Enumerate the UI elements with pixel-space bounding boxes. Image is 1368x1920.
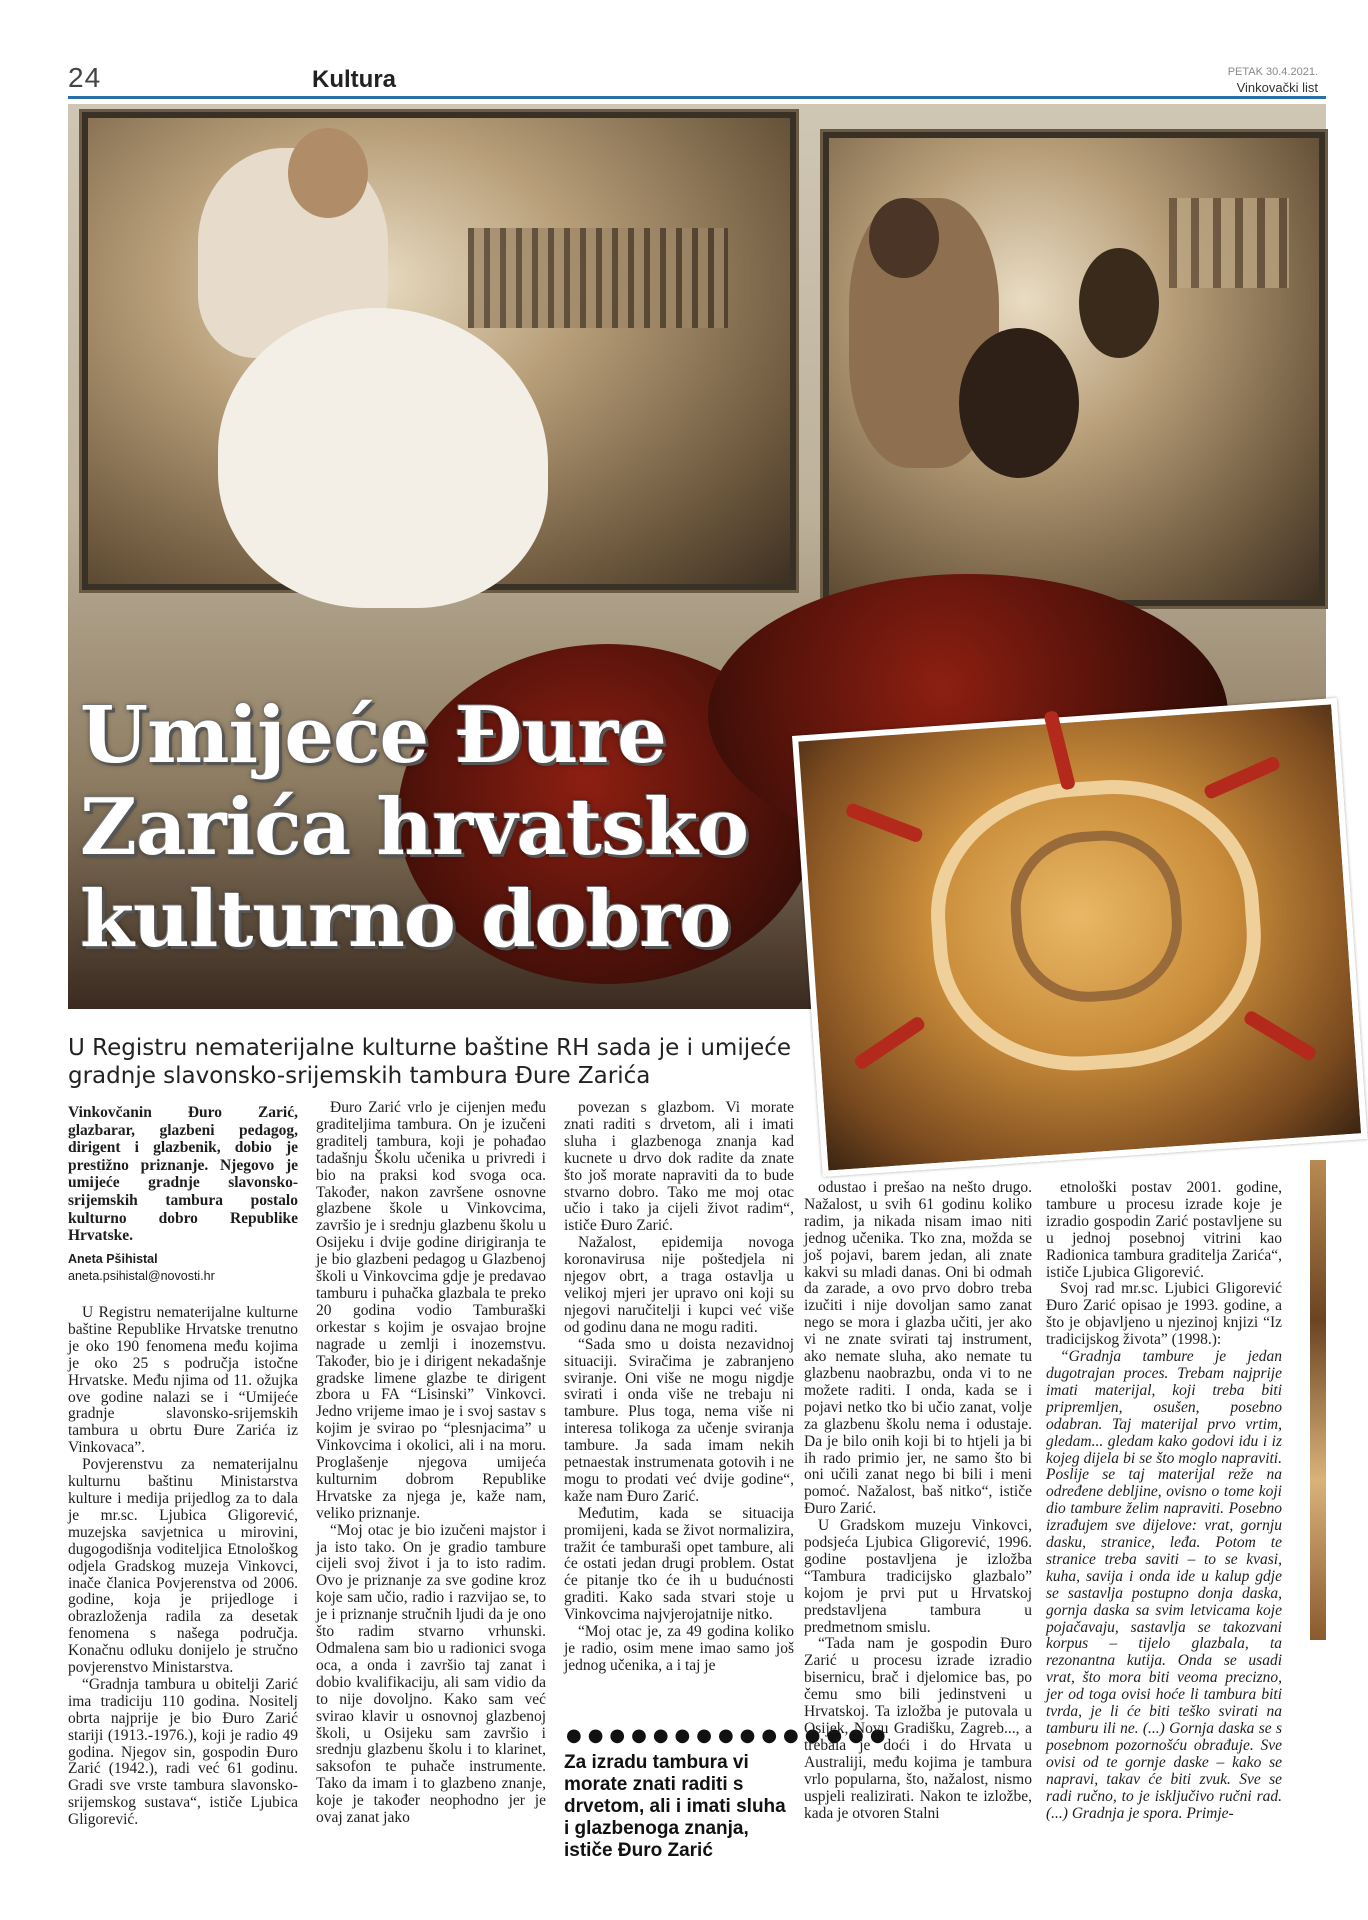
- paragraph: “Sada smo u doista nezavidnoj situaciji. Sviračima je zabranjeno sviranje. Oni više ne mogu nigdje svirati i onda više ne trebaju ni tambure. Plus toga, nema više ni interesa tolikoga za učenje sviranja tambure. Ja sada imam nekih petnaestak instrumenata gotovih i ne mogu to prodati već dvije godine“, kaže nam Đuro Zarić.: [564, 1335, 794, 1505]
- column-2: [316, 1100, 546, 1827]
- paragraph: “Tada nam je gospodin Đuro Zarić u procesu izrade izradio bisernicu, brač i djelomice bas, po čemu smo bili jedinstveni u Hrvatskoj. Ta izložba je putovala u Osijek, Novu Gradišku, Zagreb..., a trebala je doći i do Hrvata u Australiji, među kojima je tambura vrlo popularna, što, nažalost, nismo uspjeli realizirati. Nakon te izložbe, kada je otvoren Stalni: [804, 1635, 1032, 1822]
- paragraph: Međutim, kada se situacija promijeni, kada se život normalizira, tražit će tamburaši opet tambure, ali će ostati jedan drugi problem. Ostat će pitanje tko će ih u budućnosti graditi. Kako sada stvari stoje u Vinkovcima najvjerojatnije nitko.: [564, 1504, 794, 1624]
- paragraph: etnološki postav 2001. godine, tambure u procesu izrade koje je izradio gospodin Zarić postavljene su u jednoj posebnoj vitrini kao Radionica tambura graditelja Zarića“, ističe Ljubica Gligorević.: [1046, 1179, 1282, 1281]
- quote-paragraph: “Gradnja tambure je jedan dugotrajan proces. Trebam najprije imati materijal, koji treba biti pripremljen, osušen, posebno odabran. Taj materijal prvo vrtim, gledam... gledam kako godovi idu i iz kojeg dijela bi se što moglo napraviti. Poslije se taj materijal reže na određene debljine, ovisno o tome koji dio tambure želim napraviti. Posebno izrađujem sve dijelove: vrat, gornju dasku, stranice, leđa. Potom te stranice treba saviti – to se kvasi, kuha, savija i onda ide u kalup gdje se sastavlja postupno donja daska, gornja daska sa svim letvicama koje pojačavaju, sastavlja se takozvani korpus – tijelo glazbala, ta rezonantna kutija. Onda se usadi vrat, što mora biti veoma precizno, jer od toga ovisi hoće li tambura biti tvrda, je li će biti teško svirati na tamburu ili ne. (...) Gornja daska se s posebnom pozornošću obrađuje. Sve ovisi od te gornje daske – kako se napravi, takav će biti zvuk. Sve se radi ručno, to je isključivo ručni rad. (...) Gradnja je spora. Primje-: [1046, 1348, 1282, 1822]
- pullquote: Za izradu tambura vi morate znati raditi s drvetom, ali i imati sluha i glazbenoga znanja, ističe Đuro Zarić: [564, 1752, 786, 1861]
- header-rule: [68, 96, 1326, 99]
- issue-date: PETAK 30.4.2021.: [1227, 66, 1318, 78]
- section-title: Kultura: [312, 66, 396, 93]
- paragraph: Povjerenstvu za nematerijalnu kulturnu baštinu Ministarstva kulture i medija prijedlog za to dala je mr.sc. Ljubica Gligorević, muzejska savjetnica u mirovini, dugogodišnja voditeljica Etnološkog odjela Gradskog muzeja Vinkovci, inače članica Povjerenstva od 2006. godine, koja je prijedloge i obrazloženja radila za desetak fenomena s našega područja. Konačnu odluku donijelo je stručno povjerenstvo Ministarstva.: [68, 1456, 298, 1677]
- edge-photo-strip: [1310, 1160, 1326, 1640]
- paragraph: “Moj otac je bio izučeni majstor i ja isto tako. On je gradio tambure cijeli svoj život i ja to isto radim. Ovo je priznanje za sve godine kroz koje sam učio, radio i razvijao se, to je i priznanje stručnih ljudi da je ono što radim stvarno vrhunski. Odmalena sam bio u radionici svoga oca, a onda i završio taj zanat i dobio kvalifikaciju, ali sam vidio da to nije dovoljno. Kako sam već svirao klavir u osnovnoj glazbenoj školi, u Osijeku sam završio i srednju glazbenu školu i to klarinet, saksofon te puhače instrumente. Tako da imam i to glazbeno znanje, koje je također neophodno jer je ovaj zanat jako: [316, 1521, 546, 1827]
- subheadline: U Registru nematerijalne kulturne baštine RH sada je i umijeće gradnje slavonsko-srijemskih tambura Đure Zarića: [68, 1035, 792, 1089]
- author-email[interactable]: aneta.psihistal@novosti.hr: [68, 1269, 215, 1283]
- column-1: [68, 1305, 298, 1829]
- newspaper-name: Vinkovački list: [1236, 80, 1318, 95]
- framed-photo-cello-maker: [82, 112, 796, 590]
- headline: Umijeće Đure Zarića hrvatsko kulturno dobro: [80, 690, 749, 965]
- column-4: [804, 1180, 1032, 1822]
- author-name: Aneta Pšihistal: [68, 1252, 158, 1266]
- lead-paragraph: Vinkovčanin Đuro Zarić, glazbarar, glazbeni pedagog, dirigent i glazbenik, dobio je prestižno priznanje. Njegovo je umijeće gradnje slavonsko-srijemskih tambura postalo kulturno dobro Republike Hrvatske.: [68, 1104, 298, 1245]
- paragraph: povezan s glazbom. Vi morate znati raditi s drvetom, ali i imati sluha i glazbenoga znanja kad kucnete u drvo dok radite da znate što još morate napraviti da to bude stvarno dobro. Tako me moj otac učio i tako ja cijeli život radim“, ističe Đuro Zarić.: [564, 1099, 794, 1235]
- framed-photo-guitar-maker: [823, 132, 1325, 606]
- pullquote-divider: ●●●●●●●●●●●●●●●: [566, 1725, 892, 1746]
- paragraph: Svoj rad mr.sc. Ljubici Gligorević Đuro Zarić opisao je 1993. godine, a što je objavljeno u njezinoj knjizi “Iz tradicijskog života” (1998.):: [1046, 1280, 1282, 1349]
- paragraph: U Registru nematerijalne kulturne baštine Republike Hrvatske trenutno je oko 190 fenomena među kojima je oko 25 s područja istočne Hrvatske. Među njima od 11. ožujka ove godine nalazi se i “Umijeće gradnje slavonsko-srijemskih tambura u obrtu Đure Zarića iz Vinkovaca”.: [68, 1304, 298, 1457]
- quote-block: [1046, 1349, 1282, 1822]
- column-5: [1046, 1180, 1282, 1822]
- paragraph: “Moj otac je, za 49 godina koliko je radio, osim mene imao samo još jednog učenika, a i taj je: [564, 1623, 794, 1674]
- column-3: [564, 1100, 794, 1675]
- paragraph: “Gradnja tambura u obitelji Zarić ima tradiciju 110 godina. Nositelj obrta najprije je bio Đuro Zarić stariji (1913.-1976.), koji je radio 49 godina. Njegov sin, gospodin Đuro Zarić (1942.), radi već 61 godinu. Gradi sve vrste tambura slavonsko-srijemskog sustava“, ističe Ljubica Gligorević.: [68, 1675, 298, 1829]
- paragraph: Đuro Zarić vrlo je cijenjen među graditeljima tambura. On je izučeni graditelj tambura, koji je pohađao tadašnju Školu učenika u privredi i bio na praksi kod svoga oca. Također, nakon završene osnovne glazbene škole u Vinkovcima, završio je i srednju glazbenu školu u Osijeku i dvije godine dirigiranja te je bio glazbeni pedagog u Glazbenoj školi u Vinkovcima gdje je predavao tamburu i puhačka glazbala te preko 20 godina vodio Tamburaški orkestar s kojim je osvajao brojne nagrade u zemlji i inozemstvu. Također, bio je i dirigent nekadašnje gradske limene glazbe te dirigent zbora u FA “Lisinski” Vinkovci. Jedno vrijeme imao je i svoj sastav s kojim je svirao po “plesnjacima” u Vinkovcima i okolici, ali i na moru. Proglašenje njegova umijeća kulturnim dobrom Republike Hrvatske za njega je, kaže nam, veliko priznanje.: [316, 1099, 546, 1522]
- paragraph: U Gradskom muzeju Vinkovci, podsjeća Ljubica Gligorević, 1996. godine postavljena je izložba “Tambura tradicijsko glazbalo” kojom je prvi put u Hrvatskoj predstavljena tambura u predmetnom smislu.: [804, 1517, 1032, 1636]
- paragraph: odustao i prešao na nešto drugo. Nažalost, u svih 61 godinu koliko radim, ja nikada nisam imao niti jednog učenika. Tko zna, možda se još pojavi, barem jedan, ali znate kakvi su mladi danas. Oni bi odmah da zarade, a ovo prvo dobro treba izučiti i nije dovoljan samo zanat nego se mora i glazba učiti, jer ako vi ne znate svirati taj instrument, ako nemate sluha, ako nemate tu glazbenu naobrazbu, onda vi to ne možete raditi. I onda, kada se i pojavi netko tko bi učio zanat, volje za glazbenu školu nema i odustaje. Da je bilo onih koji bi to htjeli ja bi ih rado primio jer, ne samo što bi oni učili zanat nego bi bili i meni pomoć. Nažalost, baš nitko“, ističe Đuro Zarić.: [804, 1179, 1032, 1518]
- inset-photo-tambura-mold: [792, 698, 1368, 1177]
- page-number: 24: [68, 62, 102, 93]
- paragraph: Nažalost, epidemija novoga koronavirusa nije poštedjela ni njegov obrt, a traga ostavlja u velikoj mjeri jer upravo oni koji su njegovi naručitelji i kupci već više od godinu dana ne mogu raditi.: [564, 1234, 794, 1336]
